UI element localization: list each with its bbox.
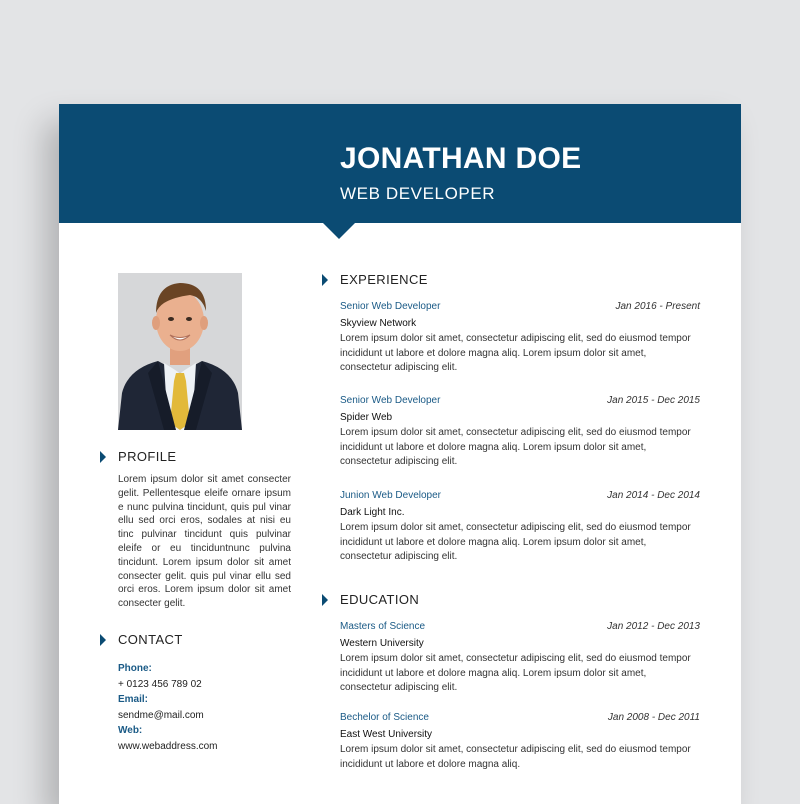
experience-heading-label: EXPERIENCE xyxy=(340,272,428,287)
profile-photo xyxy=(118,273,242,430)
phone-value: + 0123 456 789 02 xyxy=(118,678,202,690)
email-value[interactable]: sendme@mail.com xyxy=(118,709,204,721)
profile-heading xyxy=(118,449,176,464)
experience-entry xyxy=(340,300,700,376)
contact-heading-label: CONTACT xyxy=(118,632,183,647)
caret-right-icon xyxy=(100,634,106,646)
job-description: Lorem ipsum dolor sit amet, consectetur adipiscing elit, sed do eiusmod tempor incididunt ut labore et dolore magna aliq. Lorem ipsum dolor sit amet, consectetur adipiscing elit. xyxy=(340,427,691,467)
web-label: Web: xyxy=(118,725,143,736)
job-title: Senior Web Developer xyxy=(340,395,441,406)
contact-heading xyxy=(118,632,183,647)
degree-title: Bechelor of Science xyxy=(340,712,429,723)
portrait-illustration xyxy=(118,273,242,430)
caret-right-icon xyxy=(100,451,106,463)
profile-heading-label: PROFILE xyxy=(118,449,177,464)
resume-page xyxy=(59,104,741,804)
degree-title: Masters of Science xyxy=(340,621,426,632)
degree-date: Jan 2012 - Dec 2013 xyxy=(607,621,700,632)
job-title: Senior Web Developer xyxy=(340,301,441,312)
experience-entry xyxy=(340,394,700,470)
experience-heading xyxy=(340,272,428,287)
job-date: Jan 2014 - Dec 2014 xyxy=(607,490,700,501)
job-company: Skyview Network xyxy=(340,318,417,329)
job-description: Lorem ipsum dolor sit amet, consectetur adipiscing elit, sed do eiusmod tempor incididunt ut labore et dolore magna aliq. Lorem ipsum dolor sit amet, consectetur adipiscing elit. xyxy=(340,522,691,562)
resume-header xyxy=(59,104,741,223)
education-heading-label: EDUCATION xyxy=(340,592,420,607)
web-value[interactable]: www.webaddress.com xyxy=(118,740,218,752)
header-notch xyxy=(323,223,355,239)
degree-date: Jan 2008 - Dec 2011 xyxy=(607,712,700,723)
job-description: Lorem ipsum dolor sit amet, consectetur adipiscing elit, sed do eiusmod tempor incididunt ut labore et dolore magna aliq. Lorem ipsum dolor sit amet, consectetur adipiscing elit. xyxy=(340,333,691,373)
email-label: Email: xyxy=(118,694,149,705)
education-heading xyxy=(340,592,419,607)
contact-block xyxy=(118,661,318,754)
job-company: Spider Web xyxy=(340,412,393,423)
phone-label: Phone: xyxy=(118,663,152,674)
candidate-name: JONATHAN DOE xyxy=(340,142,582,175)
job-date: Jan 2016 - Present xyxy=(615,301,700,312)
job-date: Jan 2015 - Dec 2015 xyxy=(607,395,700,406)
experience-entry xyxy=(340,489,700,565)
degree-description: Lorem ipsum dolor sit amet, consectetur adipiscing elit, sed do eiusmod tempor incididunt ut labore et dolore magna aliq. Lorem ipsum dolor sit amet, consectetur adipiscing elit. xyxy=(340,653,691,693)
education-entry xyxy=(340,711,700,772)
candidate-role: WEB DEVELOPER xyxy=(340,184,496,203)
degree-description: Lorem ipsum dolor sit amet, consectetur adipiscing elit, sed do eiusmod tempor incididunt ut labore et dolore magna aliq. xyxy=(340,744,691,770)
job-company: Dark Light Inc. xyxy=(340,507,405,518)
caret-right-icon xyxy=(322,594,328,606)
education-entry xyxy=(340,620,700,696)
profile-text: Lorem ipsum dolor sit amet consecter gelit. Pellentesque eleife ornare ipsum e nunc pulvina tincidunt, quis pul vinar ellu sed orci eros, sodales at nisi eu tinc pulvinar tincidunt quis pulvinar eleife or eu tinciduntnunc pulvina tincidunt. Lorem ipsum dolor sit amet consecter gelit. quis pul vinar ellu sed orci eros. Lorem ipsum dolor sit amet consecter gelit. xyxy=(118,474,291,610)
degree-school: East West University xyxy=(340,729,433,740)
caret-right-icon xyxy=(322,274,328,286)
job-title: Junion Web Developer xyxy=(340,490,441,501)
degree-school: Western University xyxy=(340,638,424,649)
